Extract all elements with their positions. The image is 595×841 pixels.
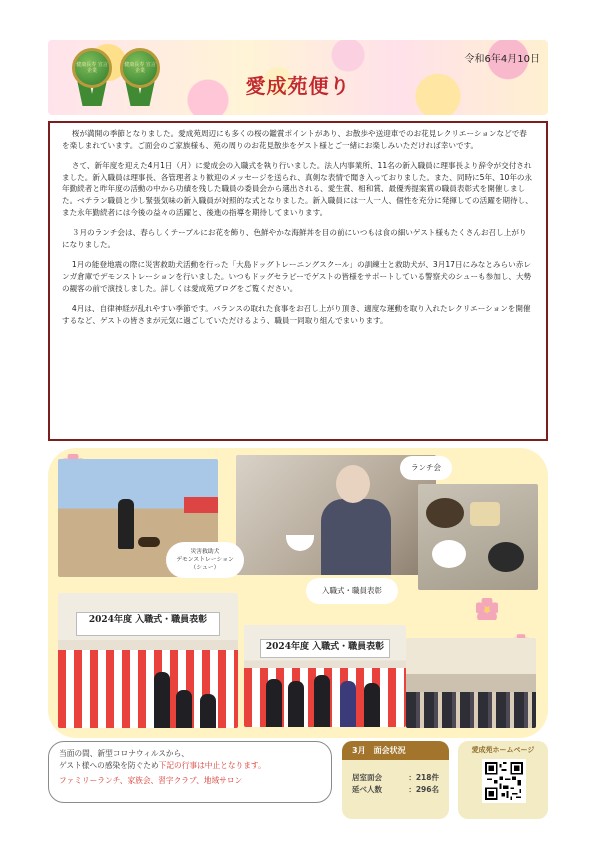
- article-box: [48, 121, 548, 441]
- dog-demo-caption: 災害救助犬 デモンストレーション （シュー）: [166, 542, 244, 578]
- article-paragraph: さて、新年度を迎えた4月1日（月）に愛成会の入職式を執り行いました。法人内事業所、11名の新入職員に理事長より辞令が交付されました。新入職員は理事長、各管理者より歓迎のメッセージを送られ、真剣な表情で聞き入っておりました。また、同時に5年、10年の永年勤続者と昨年度の活動の中から功績を残した職員の委員会から選出される、愛生賞、相和賞、最優秀提案賞の職員表彰式を開催しました。ベテラン職員と少し緊張気味の新入職員が対照的な式となりました。新入職員には一人一人、個性を充分に発揮しての活躍を期待し、また永年勤続者には今後の益々の活躍と、後進の指導を期待してまいります。: [62, 161, 533, 217]
- article-paragraph: 桜が満開の季節となりました。愛成苑周辺にも多くの桜の鑑賞ポイントがあり、お散歩や送迎車でのお花見レクリエーションなどで春を楽しまれています。ご面会のご家族様も、苑の周りのお花見散歩をゲスト様とご一緒にお楽しみいただければ幸いです。: [62, 129, 527, 150]
- article-paragraph: 4月は、自律神経が乱れやすい季節です。バランスの取れた食事をお召し上がり頂き、適度な運動を取り入れたレクリエーションを開催するなど、ゲストの皆さまが元気に過ごしていただけるよう、職員一同取り組んでまいります。: [62, 304, 531, 325]
- cherry-blossom-icon: [476, 598, 498, 620]
- stats-row: 居室面会 ：218件: [352, 773, 439, 782]
- ceremony-caption: 入職式・職員表彰: [306, 578, 398, 604]
- photo-panel: [48, 448, 548, 738]
- lunch-caption: ランチ会: [400, 456, 452, 480]
- newsletter-header: [48, 40, 548, 115]
- newsletter-title: 愛成苑便り: [245, 74, 351, 98]
- notice-cancel-text: 下記の行事は中止となります。: [158, 761, 266, 770]
- qr-code-icon[interactable]: [482, 759, 526, 803]
- notice-line: ゲスト様への感染を防ぐため下記の行事は中止となります。: [59, 761, 266, 770]
- medal-text: 健康長寿 宣言企業: [76, 62, 108, 74]
- article-paragraph: ３月のランチ会は、春らしくテーブルにお花を飾り、色鮮やかな海鮮丼を目の前にいつもは食の細いゲスト様もたくさんお召し上がりになりました。: [62, 228, 527, 249]
- cancellation-notice: [48, 741, 332, 803]
- award-ceremony-photo: [244, 625, 406, 727]
- homepage-title: 愛成苑ホームページ: [471, 746, 535, 754]
- ceremony-photo: [58, 593, 238, 728]
- issue-date: 令和6年4月10日: [464, 54, 540, 65]
- visit-stats-box: [342, 741, 449, 819]
- stage-sign: 2024年度 入職式・職員表彰: [260, 639, 390, 657]
- stats-heading: 3月 面会状況: [342, 741, 449, 760]
- homepage-box: [458, 741, 548, 819]
- stats-row: 延べ人数 ：296名: [352, 785, 439, 794]
- cancelled-events: ファミリーランチ、家族会、習字クラブ、地域サロン: [59, 776, 243, 785]
- notice-line: 当面の間、新型コロナウィルスから、: [59, 749, 189, 758]
- audience-photo: [406, 638, 536, 728]
- stage-sign: 2024年度 入職式・職員表彰: [76, 612, 220, 636]
- article-paragraph: 1月の能登地震の際に災害救助犬活動を行った「大島ドッグトレーニングスクール」の訓練士と救助犬が、3月17日にみなとみらい赤レンガ倉庫でデモンストレーションを行いました。いつもドッグセラピーでゲストの皆様をサポートしている警察犬のシューも参加し、大勢の観客の前で演技しました。詳しくは愛成苑ブログをご覧ください。: [62, 260, 532, 293]
- medal-text: 健康長寿 宣言企業: [124, 62, 156, 74]
- seafood-lunch-photo: [418, 484, 538, 590]
